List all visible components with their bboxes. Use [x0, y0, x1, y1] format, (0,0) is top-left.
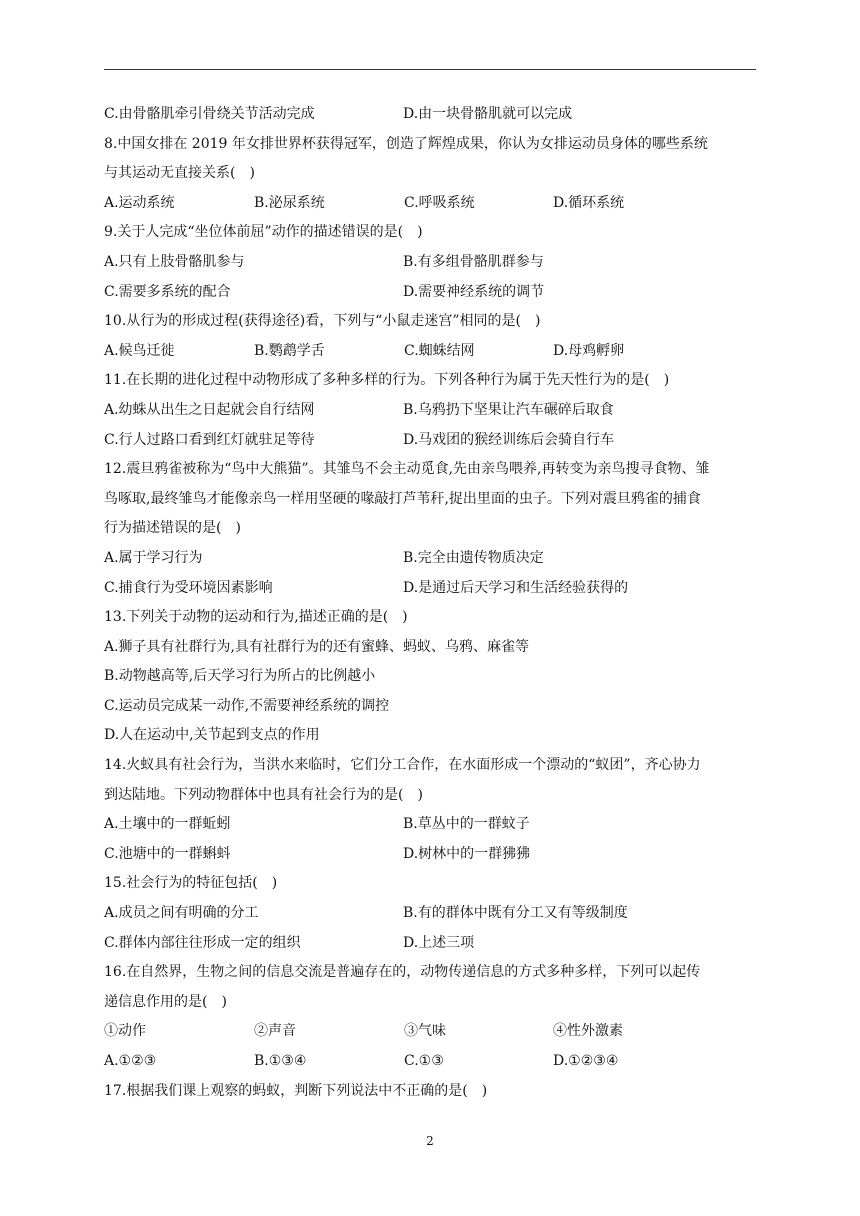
- option-row-two-col: [104, 899, 756, 929]
- option-row-two-col: [104, 100, 756, 130]
- option-item: A.运动系统: [104, 194, 175, 211]
- option-row-four-col: [104, 337, 756, 367]
- header-rule: [104, 69, 756, 70]
- option-item: C.蜘蛛结网: [404, 342, 475, 359]
- option-row-two-col: [104, 544, 756, 574]
- text-line: 17.根据我们课上观察的蚂蚁，判断下列说法中不正确的是( ): [104, 1082, 488, 1099]
- option-row-four-col: [104, 1017, 756, 1047]
- option-item: ③气味: [404, 1023, 446, 1040]
- text-line: 递信息作用的是( ): [104, 993, 227, 1010]
- text-line: 14.火蚁具有社会行为，当洪水来临时，它们分工合作，在水面形成一个漂动的“蚁团”，齐心协力: [104, 757, 701, 774]
- option-item: C.捕食行为受环境因素影响: [104, 579, 273, 596]
- text-line: 12.震旦鸦雀被称为“鸟中大熊猫”。其雏鸟不会主动觅食,先由亲鸟喂养,再转变为亲鸟搜寻食物、雏: [104, 461, 710, 478]
- option-item: B.有的群体中既有分工又有等级制度: [403, 905, 628, 922]
- option-item: A.只有上肢骨骼肌参与: [104, 253, 245, 270]
- text-line: 10.从行为的形成过程(获得途径)看，下列与“小鼠走迷宫”相同的是( ): [104, 313, 541, 330]
- text-line: 鸟啄取,最终雏鸟才能像亲鸟一样用坚硬的喙敲打芦苇秆,捉出里面的虫子。下列对震旦鸦雀的捕食: [104, 490, 701, 507]
- option-row-two-col: [104, 278, 756, 308]
- option-row-four-col: [104, 1047, 756, 1077]
- option-item: B.鹦鹉学舌: [254, 342, 325, 359]
- option-item: D.是通过后天学习和生活经验获得的: [403, 579, 629, 596]
- text-line: D.人在运动中,关节起到支点的作用: [104, 727, 320, 744]
- text-line: 16.在自然界，生物之间的信息交流是普遍存在的，动物传递信息的方式多种多样，下列可以起传: [104, 964, 701, 981]
- option-item: ④性外激素: [553, 1023, 623, 1040]
- option-row-two-col: [104, 248, 756, 278]
- option-item: B.有多组骨骼肌群参与: [403, 253, 544, 270]
- option-item: C.需要多系统的配合: [104, 283, 231, 300]
- option-item: D.上述三项: [403, 934, 475, 951]
- option-item: C.池塘中的一群蝌蚪: [104, 845, 231, 862]
- option-item: A.成员之间有明确的分工: [104, 905, 259, 922]
- option-item: A.幼蛛从出生之日起就会自行结网: [104, 401, 315, 418]
- option-row-two-col: [104, 810, 756, 840]
- option-row-two-col: [104, 840, 756, 870]
- question-content: [104, 100, 756, 1106]
- option-row-four-col: [104, 189, 756, 219]
- text-line: 行为描述错误的是( ): [104, 520, 241, 537]
- option-row-two-col: [104, 574, 756, 604]
- option-item: ②声音: [254, 1023, 296, 1040]
- text-line: 11.在长期的进化过程中动物形成了多种多样的行为。下列各种行为属于先天性行为的是( ): [104, 372, 670, 389]
- option-row-two-col: [104, 396, 756, 426]
- option-item: B.草丛中的一群蚊子: [403, 816, 530, 833]
- option-item: B.乌鸦扔下坚果让汽车碾碎后取食: [403, 401, 614, 418]
- page-number: 2: [426, 1134, 434, 1148]
- option-row-two-col: [104, 426, 756, 456]
- text-line: 9.关于人完成“坐位体前屈”动作的描述错误的是( ): [104, 224, 423, 241]
- option-item: A.①②③: [104, 1053, 157, 1069]
- option-item: A.候鸟迁徙: [104, 342, 175, 359]
- text-line: B.动物越高等,后天学习行为所占的比例越小: [104, 668, 376, 685]
- text-line: C.运动员完成某一动作,不需要神经系统的调控: [104, 697, 390, 714]
- option-item: D.①②③④: [553, 1053, 619, 1069]
- option-item: B.完全由遗传物质决定: [403, 549, 544, 566]
- option-item: C.群体内部往往形成一定的组织: [104, 934, 301, 951]
- option-item: D.需要神经系统的调节: [403, 283, 545, 300]
- option-item: C.行人过路口看到红灯就驻足等待: [104, 431, 315, 448]
- option-item: C.由骨骼肌牵引骨绕关节活动完成: [104, 106, 315, 122]
- option-item: B.泌尿系统: [254, 194, 325, 211]
- text-line: 13.下列关于动物的运动和行为,描述正确的是( ): [104, 609, 408, 626]
- option-item: A.属于学习行为: [104, 549, 203, 566]
- option-row-two-col: [104, 929, 756, 959]
- option-item: D.母鸡孵卵: [553, 342, 625, 359]
- option-item: D.马戏团的猴经训练后会骑自行车: [403, 431, 615, 448]
- option-item: C.呼吸系统: [404, 194, 475, 211]
- option-item: D.由一块骨骼肌就可以完成: [403, 106, 573, 122]
- text-line: 与其运动无直接关系( ): [104, 165, 255, 182]
- option-item: D.树林中的一群狒狒: [403, 845, 531, 862]
- option-item: C.①③: [404, 1053, 444, 1069]
- text-line: A.狮子具有社群行为,具有社群行为的还有蜜蜂、蚂蚁、乌鸦、麻雀等: [104, 638, 530, 655]
- option-item: ①动作: [104, 1023, 146, 1040]
- text-line: 15.社会行为的特征包括( ): [104, 875, 278, 892]
- text-line: 8.中国女排在 2019 年女排世界杯获得冠军，创造了辉煌成果，你认为女排运动员身体的哪些系统: [104, 135, 708, 152]
- option-item: D.循环系统: [553, 194, 625, 211]
- option-item: B.①③④: [254, 1053, 307, 1069]
- text-line: 到达陆地。下列动物群体中也具有社会行为的是( ): [104, 786, 423, 803]
- option-item: A.土壤中的一群蚯蚓: [104, 816, 231, 833]
